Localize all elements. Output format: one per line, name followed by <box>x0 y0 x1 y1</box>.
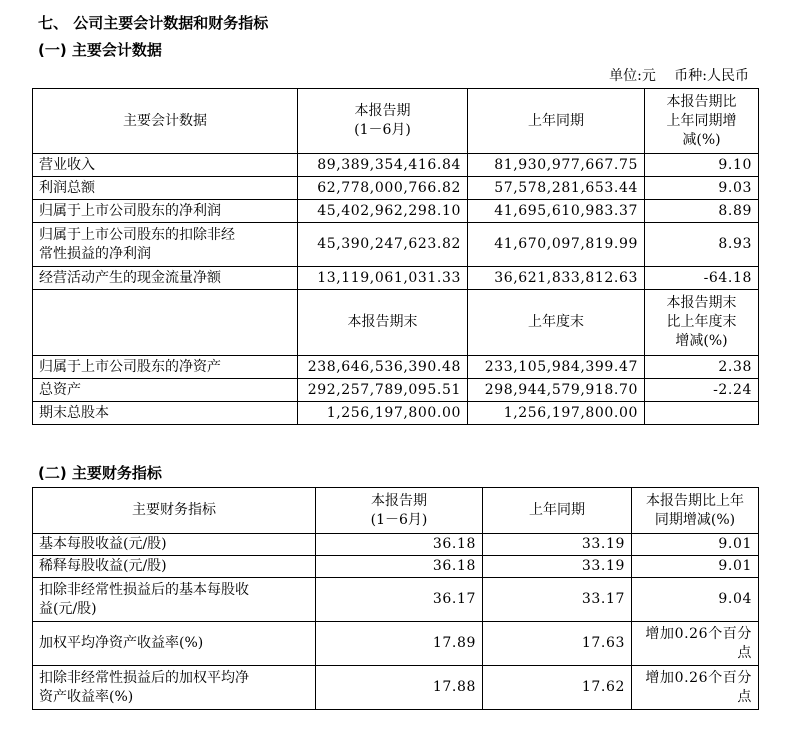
header-prior: 上年同期 <box>483 488 632 534</box>
unit-label: 单位:元 <box>609 68 656 84</box>
table-row: 扣除非经常性损益后的加权平均净 资产收益率(%) 17.88 17.62 增加0.26个百分 点 <box>33 666 759 710</box>
header-current: 本报告期 (1－6月) <box>316 488 483 534</box>
table-row: 归属于上市公司股东的扣除非经 常性损益的净利润 45,390,247,623.82 41,670,097,819.99 8.93 <box>33 223 759 267</box>
table-row: 基本每股收益(元/股) 36.18 33.19 9.01 <box>33 534 759 556</box>
header-current: 本报告期 (1－6月) <box>298 89 468 154</box>
header-change: 本报告期比 上年同期增 减(%) <box>645 89 759 154</box>
table-row: 营业收入 89,389,354,416.84 81,930,977,667.75 9.10 <box>33 154 759 177</box>
section-title: 七、 公司主要会计数据和财务指标 <box>38 14 269 32</box>
header-item: 主要财务指标 <box>33 488 316 534</box>
unit-line <box>605 67 749 85</box>
financial-indicators-table <box>32 487 759 710</box>
part2-title: (二) 主要财务指标 <box>38 464 162 482</box>
table-row: 归属于上市公司股东的净资产 238,646,536,390.48 233,105,984,399.47 2.38 <box>33 356 759 379</box>
part1-title: (一) 主要会计数据 <box>38 41 162 59</box>
accounting-data-table <box>32 88 759 425</box>
table-row: 总资产 292,257,789,095.51 298,944,579,918.70 -2.24 <box>33 379 759 402</box>
table-row: 归属于上市公司股东的净利润 45,402,962,298.10 41,695,610,983.37 8.89 <box>33 200 759 223</box>
table-subheader-row: 本报告期末 上年度末 本报告期末 比上年度末 增减(%) <box>33 290 759 356</box>
table-row: 稀释每股收益(元/股) 36.18 33.19 9.01 <box>33 556 759 578</box>
table-row: 经营活动产生的现金流量净额 13,119,061,031.33 36,621,833,812.63 -64.18 <box>33 267 759 290</box>
header-prior: 上年同期 <box>468 89 645 154</box>
table-header-row <box>33 89 759 154</box>
table-row: 期末总股本 1,256,197,800.00 1,256,197,800.00 <box>33 402 759 425</box>
table-header-row <box>33 488 759 534</box>
currency-label: 币种:人民币 <box>674 68 749 84</box>
table-row: 加权平均净资产收益率(%) 17.89 17.63 增加0.26个百分 点 <box>33 622 759 666</box>
header-item: 主要会计数据 <box>33 89 298 154</box>
table-row: 扣除非经常性损益后的基本每股收 益(元/股) 36.17 33.17 9.04 <box>33 578 759 622</box>
header-change: 本报告期比上年 同期增减(%) <box>632 488 759 534</box>
table-row: 利润总额 62,778,000,766.82 57,578,281,653.44 9.03 <box>33 177 759 200</box>
